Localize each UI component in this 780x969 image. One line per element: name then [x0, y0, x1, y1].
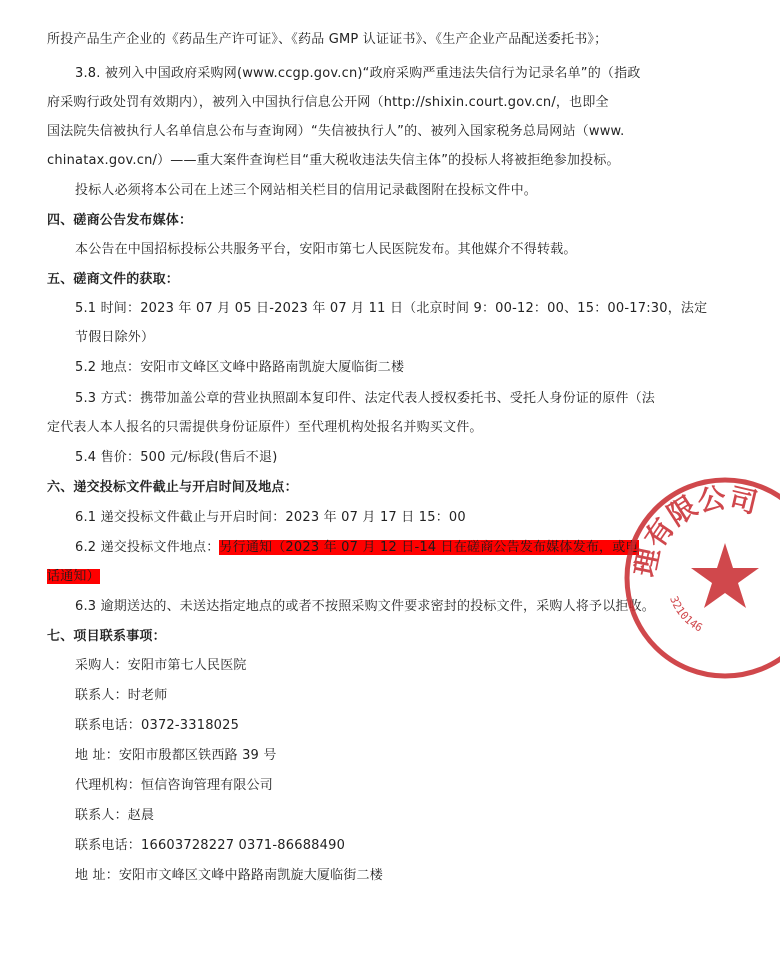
contact-line: 地 址：安阳市文峰区文峰中路路南凯旋大厦临街二楼	[75, 868, 383, 883]
text-line: 5.1 时间：2023 年 07 月 05 日-2023 年 07 月 11 日（北京时间 9：00-12：00、15：00-17:30，法定	[75, 301, 708, 316]
text-line: 节假日除外）	[75, 330, 155, 345]
text-line: 府采购行政处罚有效期内），被列入中国执行信息公开网（http://shixin.court.gov.cn/，也即全	[47, 95, 609, 110]
contact-line: 联系电话：0372-3318025	[75, 718, 240, 733]
text-line: 5.4 售价：500 元/标段(售后不退)	[75, 450, 278, 465]
text-line	[75, 538, 639, 558]
section-heading: 七、项目联系事项：	[47, 629, 166, 644]
text-line: 投标人必须将本公司在上述三个网站相关栏目的信用记录截图附在投标文件中。	[75, 183, 538, 198]
company-seal-stamp	[615, 468, 780, 688]
contact-line: 联系人：时老师	[75, 688, 168, 703]
section-heading: 六、递交投标文件截止与开启时间及地点：	[47, 480, 298, 495]
section-heading: 四、磋商公告发布媒体：	[47, 213, 193, 228]
text-line: 6.1 递交投标文件截止与开启时间：2023 年 07 月 17 日 15：00	[75, 510, 466, 525]
contact-line: 代理机构：恒信咨询管理有限公司	[75, 778, 274, 793]
text-line	[47, 567, 100, 587]
text-line: 5.2 地点：安阳市文峰区文峰中路路南凯旋大厦临街二楼	[75, 360, 405, 375]
highlighted-text: 另行通知（2023 年 07 月 12 日-14 日在磋商公告发布媒体发布，或电	[219, 540, 639, 555]
section-heading: 五、磋商文件的获取：	[47, 272, 180, 287]
contact-line: 联系电话：16603728227 0371-86688490	[75, 838, 346, 853]
seal-star-icon	[691, 543, 759, 608]
svg-text:3210146	[667, 594, 705, 634]
highlighted-text: 话通知）	[47, 569, 100, 584]
contact-line: 采购人：安阳市第七人民医院	[75, 658, 247, 673]
text-line: 5.3 方式：携带加盖公章的营业执照副本复印件、法定代表人授权委托书、受托人身份证的原件（法	[75, 391, 656, 406]
text-line: chinatax.gov.cn/）——重大案件查询栏目“重大税收违法失信主体”的投标人将被拒绝参加投标。	[47, 153, 620, 168]
text-line: 所投产品生产企业的《药品生产许可证》、《药品 GMP 认证证书》、《生产企业产品配送委托书》；	[47, 32, 608, 47]
seal-number: 3210146	[667, 594, 705, 635]
contact-line: 地 址：安阳市殷都区铁西路 39 号	[75, 748, 277, 763]
contact-line: 联系人：赵晨	[75, 808, 155, 823]
text-line: 3.8. 被列入中国政府采购网(www.ccgp.gov.cn)“政府采购严重违法失信行为记录名单”的（指政	[75, 66, 641, 81]
svg-text:理有限公司	[628, 481, 761, 579]
seal-text: 理有限公司	[628, 481, 761, 580]
text-line: 定代表人本人报名的只需提供身份证原件）至代理机构处报名并购买文件。	[47, 420, 483, 435]
text-line: 本公告在中国招标投标公共服务平台，安阳市第七人民医院发布。其他媒介不得转载。	[75, 242, 577, 257]
text-line: 6.3 逾期送达的、未送达指定地点的或者不按照采购文件要求密封的投标文件，采购人将予以拒收。	[75, 599, 656, 614]
text-line: 国法院失信被执行人名单信息公布与查询网）“失信被执行人”的、被列入国家税务总局网站（www.	[47, 124, 625, 139]
text-label: 6.2 递交投标文件地点：	[75, 540, 220, 555]
